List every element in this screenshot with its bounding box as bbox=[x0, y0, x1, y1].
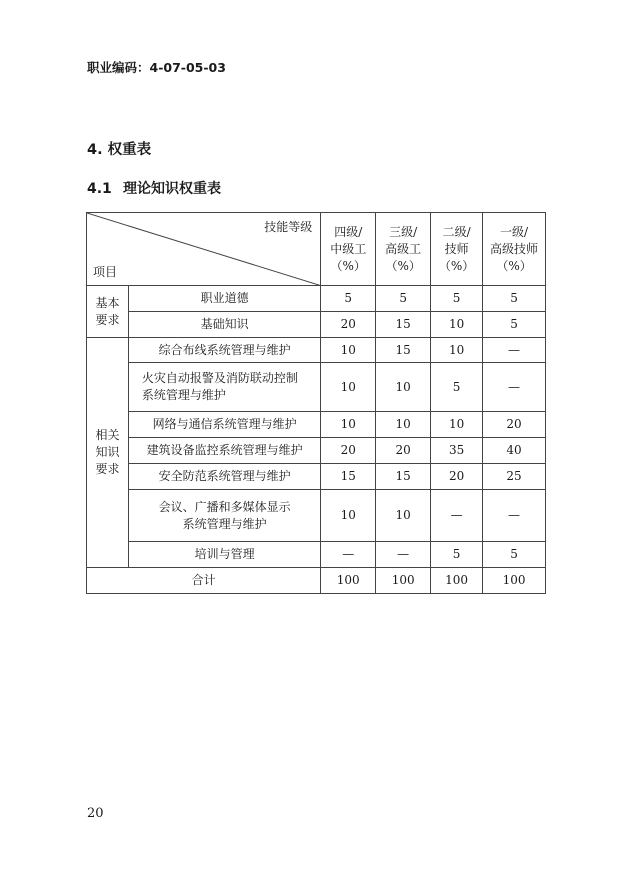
theory-weight-table bbox=[86, 212, 546, 594]
table-row: 建筑设备监控系统管理与维护 20 20 35 40 bbox=[87, 438, 546, 464]
section-title: 4. 权重表 bbox=[87, 142, 152, 158]
item-name: 基础知识 bbox=[128, 312, 320, 338]
table-row: 基本 要求 职业道德 5 5 5 5 bbox=[87, 286, 546, 312]
total-row: 合计 100 100 100 100 bbox=[87, 568, 546, 594]
occupation-code: 职业编码：4-07-05-03 bbox=[87, 60, 226, 75]
group-basic-cell: 基本 要求 bbox=[87, 286, 129, 338]
total-label: 合计 bbox=[87, 568, 321, 594]
corner-header-cell bbox=[87, 213, 321, 286]
table-row: 火灾自动报警及消防联动控制 系统管理与维护 10 10 5 — bbox=[87, 363, 546, 412]
level-header: 一级/ 高级技师 （%） bbox=[483, 213, 546, 286]
table-row: 基础知识 20 15 10 5 bbox=[87, 312, 546, 338]
table-row: 会议、广播和多媒体显示 系统管理与维护 10 10 — — bbox=[87, 490, 546, 542]
subsection-number: 4.1 bbox=[87, 181, 112, 197]
table-row: 培训与管理 — — 5 5 bbox=[87, 542, 546, 568]
subsection-label: 理论知识权重表 bbox=[123, 181, 221, 197]
level-header: 三级/ 高级工 （%） bbox=[376, 213, 431, 286]
item-name: 培训与管理 bbox=[128, 542, 320, 568]
group-related-cell: 相关 知识 要求 bbox=[87, 338, 129, 568]
item-name: 会议、广播和多媒体显示 系统管理与维护 bbox=[128, 490, 320, 542]
table-row: 安全防范系统管理与维护 15 15 20 25 bbox=[87, 464, 546, 490]
level-header: 四级/ 中级工 （%） bbox=[321, 213, 376, 286]
page-number: 20 bbox=[87, 806, 104, 821]
subsection-title bbox=[87, 178, 221, 198]
item-name: 建筑设备监控系统管理与维护 bbox=[128, 438, 320, 464]
level-header: 二级/ 技师 （%） bbox=[431, 213, 483, 286]
table-row: 相关 知识 要求 综合布线系统管理与维护 10 15 10 — bbox=[87, 338, 546, 363]
item-name: 职业道德 bbox=[128, 286, 320, 312]
item-name: 综合布线系统管理与维护 bbox=[128, 338, 320, 363]
item-name: 火灾自动报警及消防联动控制 系统管理与维护 bbox=[128, 363, 320, 412]
item-name: 安全防范系统管理与维护 bbox=[128, 464, 320, 490]
item-name: 网络与通信系统管理与维护 bbox=[128, 412, 320, 438]
corner-bottom-label: 项目 bbox=[93, 265, 118, 279]
corner-top-label: 技能等级 bbox=[264, 220, 313, 234]
table-row: 网络与通信系统管理与维护 10 10 10 20 bbox=[87, 412, 546, 438]
